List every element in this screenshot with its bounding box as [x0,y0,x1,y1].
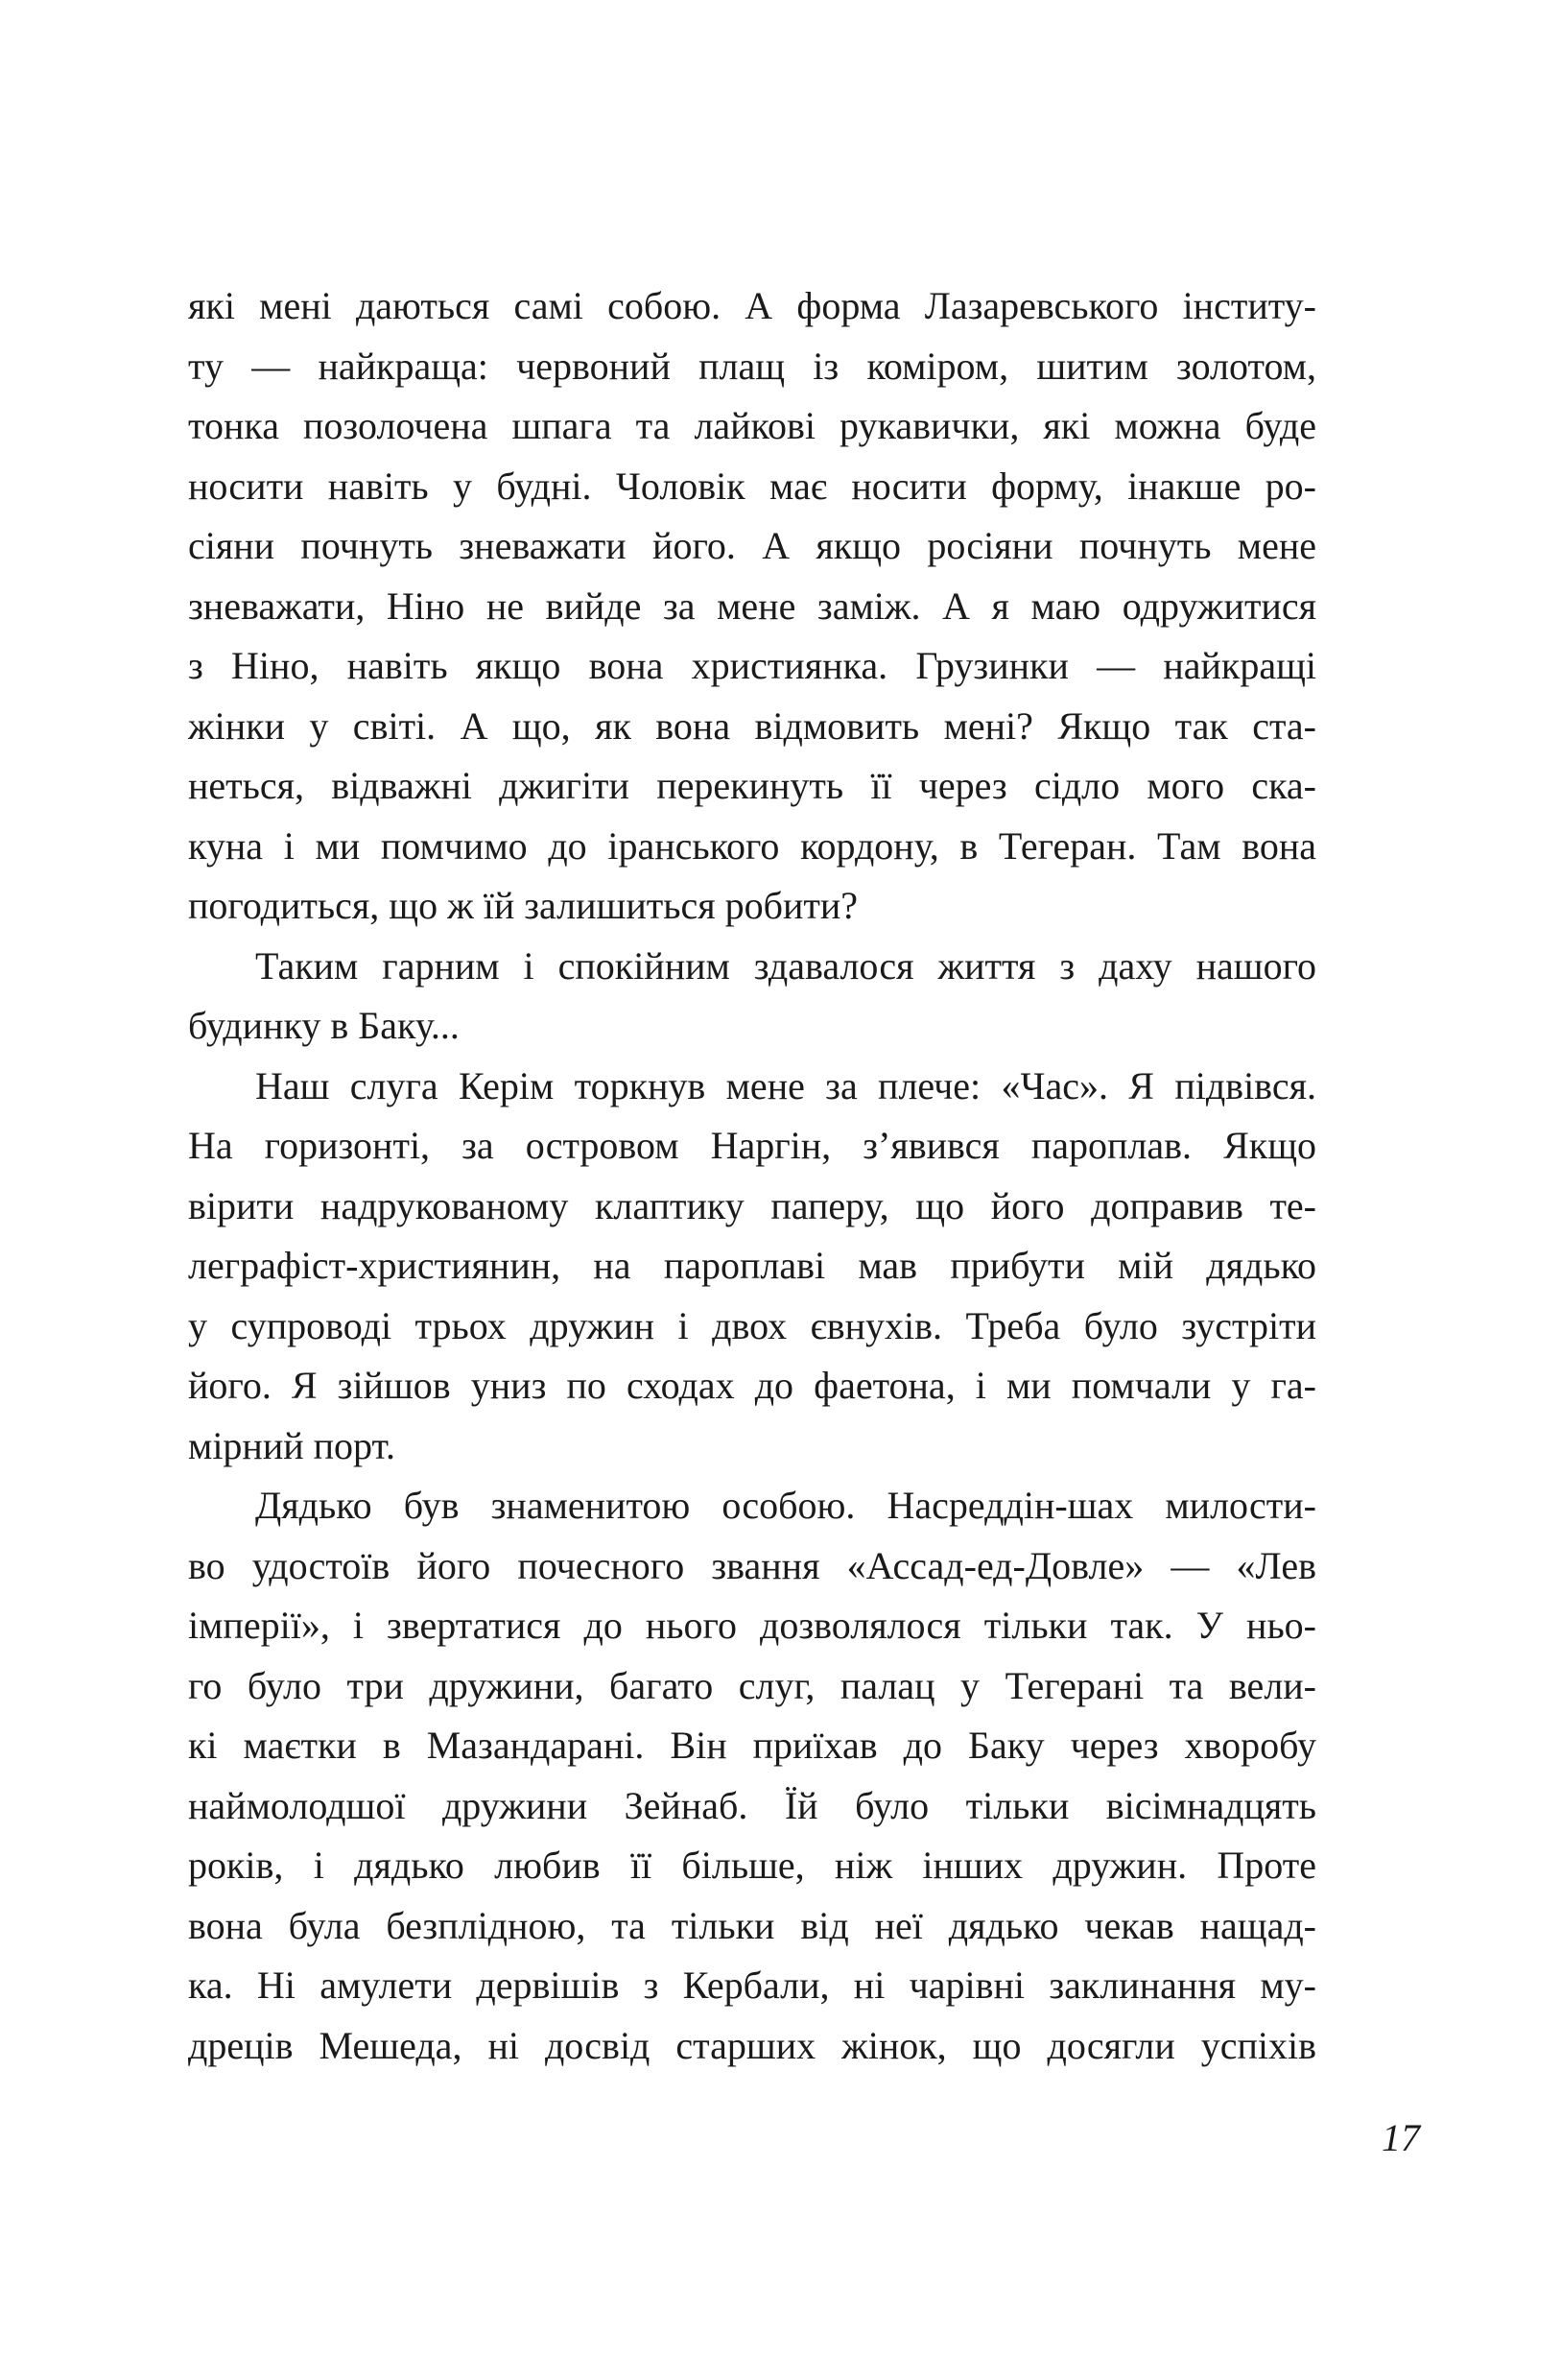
text-line: го було три дружини, багато слуг, палац у Тегерані та вели- [188,1663,1316,1707]
text-line: во удостоїв його почесного звання «Ассад-ед-Довле» — «Лев [188,1543,1316,1587]
text-line: у супроводі трьох дружин і двох євнухів. Треба було зустріти [188,1303,1316,1347]
text-line: Наш слуга Керім торкнув мене за плече: «Час». Я підвівся. [255,1063,1316,1107]
text-line: неться, відважні джигіти перекинуть її через сідло мого ска- [188,764,1316,807]
text-line: погодиться, що ж їй залишиться робити? [188,884,859,927]
text-line: тонка позолочена шпага та лайкові рукавички, які можна буде [188,404,1316,447]
text-line: куна і ми помчимо до іранського кордону, в Тегеран. Там вона [188,823,1316,868]
text-line: років, і дядько любив її більше, ніж інших дружин. Проте [188,1844,1316,1887]
text-line: зневажати, Ніно не вийде за мене заміж. А я маю одружитися [188,583,1316,628]
text-line: вона була безплідною, та тільки від неї дядько чекав нащад- [188,1903,1316,1947]
text-line: ка. Ні амулети дервішів з Кербали, ні чарівні заклинання му- [188,1964,1316,2007]
body-text [188,276,1316,2076]
page-number: 17 [1382,2116,1420,2159]
text-line: його. Я зійшов униз по сходах до фаетона, і ми помчали у га- [188,1364,1316,1407]
text-line: Таким гарним і спокійним здавалося життя з даху нашого [255,943,1316,988]
text-line: з Ніно, навіть якщо вона християнка. Грузинки — найкращі [188,644,1316,687]
text-line: будинку в Баку... [188,1004,460,1047]
text-line: На горизонті, за островом Наргін, з’явився пароплав. Якщо [188,1124,1316,1167]
text-line: жінки у світі. А що, як вона відмовить мені? Якщо так ста- [188,703,1316,748]
text-line: мірний порт. [188,1423,395,1467]
text-line: сіяни почнуть зневажати його. А якщо росіяни почнуть мене [188,524,1316,567]
text-line: леграфіст-християнин, на пароплаві мав прибути мій дядько [188,1244,1316,1287]
text-line: дреців Мешеда, ні досвід старших жінок, що досягли успіхів [188,2023,1316,2067]
text-line: ту — найкраща: червоний плащ із коміром, шитим золотом, [188,344,1316,388]
text-line: імперії», і звертатися до нього дозволялося тільки так. У ньо- [188,1604,1316,1647]
text-line: наймолодшої дружини Зейнаб. Їй було тільки вісімнадцять [188,1783,1316,1827]
text-line: носити навіть у будні. Чоловік має носити форму, інакше ро- [188,464,1316,508]
text-line: вірити надрукованому клаптику паперу, що його доправив те- [188,1183,1316,1227]
text-line: кі маєтки в Мазандарані. Він приїхав до Баку через хворобу [188,1724,1316,1767]
text-line: Дядько був знаменитою особою. Насреддін-шах милости- [255,1484,1316,1527]
text-line: які мені даються самі собою. А форма Лазаревського інститу- [188,284,1316,327]
